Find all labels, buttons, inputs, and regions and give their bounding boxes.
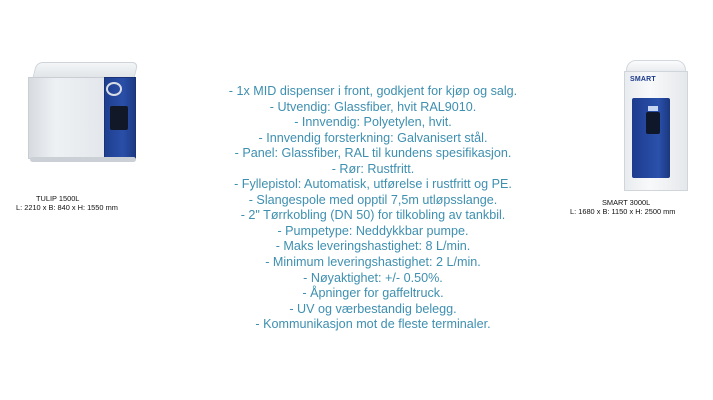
spec-item: - Minimum leveringshastighet: 2 L/min. — [265, 255, 481, 270]
smart-name: SMART 3000L — [602, 198, 651, 207]
spec-item: - Rør: Rustfritt. — [331, 161, 415, 176]
tulip-name: TULIP 1500L — [36, 194, 80, 203]
smart-logo: SMART — [630, 76, 656, 83]
spec-item: - Åpninger for gaffeltruck. — [302, 286, 444, 301]
spec-item: - Maks leveringshastighet: 8 L/min. — [275, 239, 471, 254]
spec-item: - 1x MID dispenser i front, godkjent for kjøp og salg. — [228, 84, 518, 98]
spec-item: - Utvendig: Glassfiber, hvit RAL9010. — [269, 99, 477, 114]
spec-list — [158, 84, 588, 333]
spec-item: - Slangespole med opptil 7,5m utløpsslange. — [248, 192, 498, 207]
product-tulip — [18, 62, 158, 212]
tulip-caption — [16, 194, 158, 212]
spec-item: - Fyllepistol: Automatisk, utførelse i rustfritt og PE. — [234, 177, 512, 192]
smart-caption — [570, 198, 708, 216]
spec-item: - Kommunikasjon mot de fleste terminaler. — [255, 317, 491, 332]
smart-dimensions: L: 1680 x B: 1150 x H: 2500 mm — [570, 207, 676, 216]
tulip-tank-image — [18, 62, 143, 162]
smart-tank-image — [622, 60, 702, 190]
spec-item: - 2" Tørrkobling (DN 50) for tilkobling av tankbil. — [240, 208, 506, 223]
product-smart — [568, 60, 708, 216]
spec-item: - Innvendig: Polyetylen, hvit. — [294, 115, 452, 130]
spec-item: - Panel: Glassfiber, RAL til kundens spesifikasjon. — [234, 146, 512, 161]
tulip-dimensions: L: 2210 x B: 840 x H: 1550 mm — [16, 203, 118, 212]
spec-item: - Innvendig forsterkning: Galvanisert stål. — [258, 130, 488, 145]
spec-item: - Nøyaktighet: +/- 0.50%. — [303, 270, 443, 285]
spec-item: - Pumpetype: Neddykkbar pumpe. — [277, 223, 469, 238]
spec-item: - UV og værbestandig belegg. — [289, 301, 457, 316]
